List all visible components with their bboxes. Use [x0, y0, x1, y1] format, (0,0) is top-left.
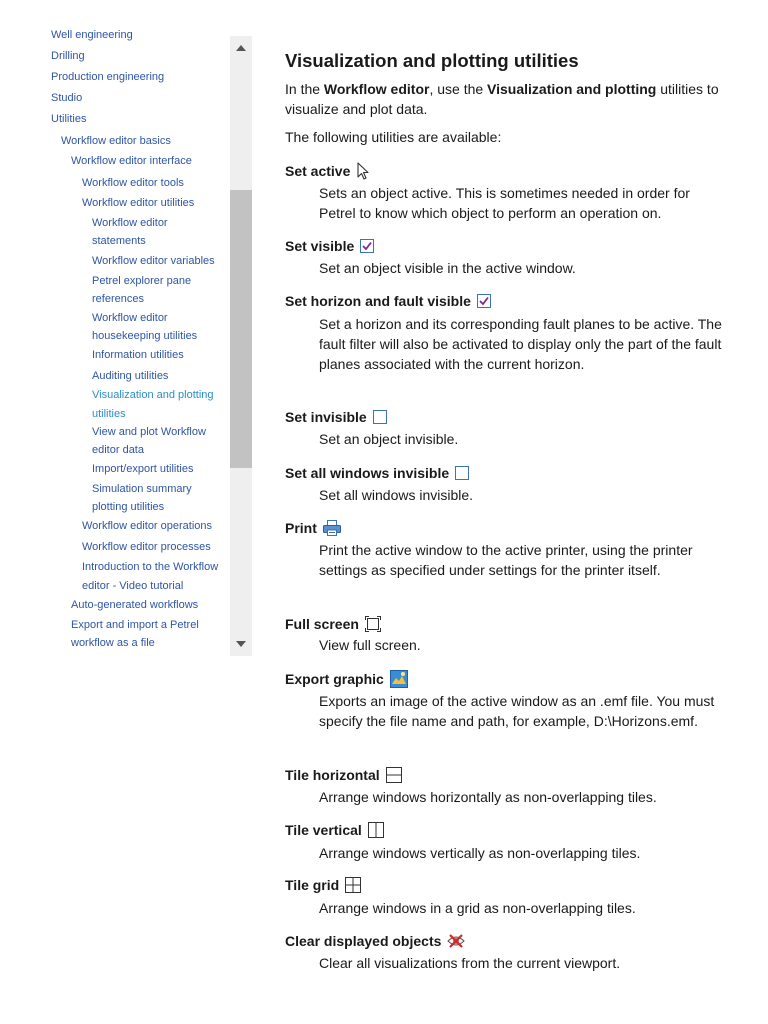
desc-set-visible: Set an object visible in the active window. — [319, 260, 576, 276]
desc-tile-horizontal: Arrange windows horizontally as non-overlapping tiles. — [319, 789, 657, 805]
scroll-up-button[interactable] — [230, 36, 252, 60]
term-label: Export graphic — [285, 671, 384, 687]
workflow-editor-term: Workflow editor — [323, 81, 430, 97]
nav-item-intro-video-tutorial-cont[interactable]: editor - Video tutorial — [82, 580, 184, 592]
nav-item-export-import-workflow[interactable]: Export and import a Petrel — [71, 619, 199, 631]
tile-vertical-icon — [368, 822, 384, 838]
nav-item-workflow-editor-variables[interactable]: Workflow editor variables — [92, 255, 215, 267]
term-label: Full screen — [285, 616, 359, 632]
empty-box-icon — [373, 410, 387, 424]
nav-scrollbar[interactable] — [230, 36, 252, 656]
clear-objects-icon — [447, 932, 465, 950]
nav-item-well-engineering[interactable]: Well engineering — [51, 29, 133, 41]
intro-text: In the — [285, 81, 324, 97]
term-label: Set active — [285, 163, 351, 179]
nav-item-workflow-editor-processes[interactable]: Workflow editor processes — [82, 541, 211, 553]
available-label: The following utilities are available: — [285, 129, 502, 145]
nav-tree — [0, 0, 230, 660]
nav-item-workflow-editor-statements-cont[interactable]: statements — [92, 235, 146, 247]
term-label: Tile horizontal — [285, 767, 380, 783]
nav-item-workflow-editor-tools[interactable]: Workflow editor tools — [82, 177, 184, 189]
term-set-visible — [285, 236, 374, 256]
nav-item-studio[interactable]: Studio — [51, 92, 83, 104]
nav-item-auditing-utilities[interactable]: Auditing utilities — [92, 370, 169, 382]
nav-item-visualization-plotting-utilities-cont[interactable]: utilities — [92, 408, 126, 420]
desc-set-active: Sets an object active. This is sometimes needed in order for Petrel to know which object to perform an operation on. — [319, 185, 690, 221]
desc-print: Print the active window to the active printer, using the printer settings as specified under settings for the printer itself. — [319, 542, 693, 578]
term-tile-vertical — [285, 820, 384, 840]
nav-item-workflow-editor-statements[interactable]: Workflow editor — [92, 217, 168, 229]
nav-item-import-export-utilities[interactable]: Import/export utilities — [92, 463, 194, 475]
scroll-down-button[interactable] — [230, 632, 252, 656]
desc-set-all-windows-invisible: Set all windows invisible. — [319, 487, 474, 503]
term-tile-grid — [285, 875, 361, 895]
term-label: Set visible — [285, 238, 355, 254]
full-screen-icon — [365, 616, 381, 632]
nav-item-petrel-explorer-pane-references[interactable]: Petrel explorer pane — [92, 275, 192, 287]
nav-item-intro-video-tutorial[interactable]: Introduction to the Workflow — [82, 561, 219, 573]
term-label: Tile grid — [285, 877, 340, 893]
nav-item-visualization-plotting-utilities[interactable]: Visualization and plotting — [92, 389, 214, 401]
term-set-horizon-fault-visible — [285, 291, 491, 311]
term-set-active — [285, 161, 370, 181]
checked-box-icon — [477, 294, 491, 308]
desc-tile-grid: Arrange windows in a grid as non-overlapping tiles. — [319, 900, 636, 916]
desc-set-invisible: Set an object invisible. — [319, 431, 459, 447]
term-label: Tile vertical — [285, 822, 362, 838]
nav-item-petrel-explorer-pane-references-cont[interactable]: references — [92, 293, 144, 305]
tile-grid-icon — [345, 877, 361, 893]
sidebar-nav — [0, 0, 254, 660]
nav-item-utilities[interactable]: Utilities — [51, 113, 87, 125]
term-tile-horizontal — [285, 765, 402, 785]
page-title: Visualization and plotting utilities — [285, 50, 579, 71]
nav-item-view-plot-workflow-editor-data[interactable]: View and plot Workflow — [92, 426, 206, 438]
term-set-invisible — [285, 407, 387, 427]
term-label: Set all windows invisible — [285, 465, 450, 481]
nav-item-information-utilities[interactable]: Information utilities — [92, 349, 184, 361]
arrow-down-icon — [236, 641, 246, 647]
nav-item-drilling[interactable]: Drilling — [51, 50, 85, 62]
nav-item-workflow-editor-interface[interactable]: Workflow editor interface — [71, 155, 192, 167]
nav-item-simulation-summary-plotting[interactable]: Simulation summary — [92, 483, 192, 495]
scroll-thumb[interactable] — [230, 190, 252, 468]
term-set-all-windows-invisible — [285, 463, 469, 483]
visualization-plotting-term: Visualization and plotting — [487, 81, 657, 97]
nav-item-housekeeping-utilities[interactable]: Workflow editor — [92, 312, 168, 324]
intro-paragraph — [285, 79, 725, 119]
nav-item-production-engineering[interactable]: Production engineering — [51, 71, 165, 83]
printer-icon — [323, 520, 341, 536]
term-full-screen — [285, 614, 381, 634]
term-export-graphic — [285, 669, 408, 689]
nav-item-workflow-editor-utilities[interactable]: Workflow editor utilities — [82, 197, 195, 209]
nav-item-export-import-workflow-cont[interactable]: workflow as a file — [71, 637, 155, 649]
desc-full-screen: View full screen. — [319, 637, 421, 653]
intro-text: utilities to visualize and plot data. — [285, 81, 719, 117]
nav-item-auto-generated-workflows[interactable]: Auto-generated workflows — [71, 599, 199, 611]
nav-item-workflow-editor-operations[interactable]: Workflow editor operations — [82, 520, 213, 532]
nav-item-workflow-editor-basics[interactable]: Workflow editor basics — [61, 135, 171, 147]
term-clear-displayed-objects — [285, 931, 465, 951]
desc-tile-vertical: Arrange windows vertically as non-overlapping tiles. — [319, 845, 641, 861]
desc-set-horizon-fault-visible: Set a horizon and its corresponding fault planes to be active. The fault filter will also be activated to display only the part of the fault planes associated with the current horizon. — [319, 316, 722, 372]
tile-horizontal-icon — [386, 767, 402, 783]
arrow-up-icon — [236, 45, 246, 51]
term-label: Set invisible — [285, 409, 367, 425]
term-print — [285, 518, 341, 538]
term-label: Set horizon and fault visible — [285, 293, 471, 309]
empty-box-icon — [455, 466, 469, 480]
nav-item-simulation-summary-plotting-cont[interactable]: plotting utilities — [92, 501, 165, 513]
nav-item-view-plot-workflow-editor-data-cont[interactable]: editor data — [92, 444, 144, 456]
desc-export-graphic: Exports an image of the active window as an .emf file. You must specify the file name and path, for example, D:\Horizons.emf. — [319, 693, 715, 729]
checked-box-icon — [360, 239, 374, 253]
term-label: Print — [285, 520, 317, 536]
desc-clear-displayed-objects: Clear all visualizations from the current viewport. — [319, 955, 621, 971]
intro-text: , use the — [429, 81, 488, 97]
term-label: Clear displayed objects — [285, 933, 442, 949]
cursor-icon — [356, 162, 370, 180]
export-graphic-icon — [390, 670, 408, 688]
nav-item-housekeeping-utilities-cont[interactable]: housekeeping utilities — [92, 330, 198, 342]
